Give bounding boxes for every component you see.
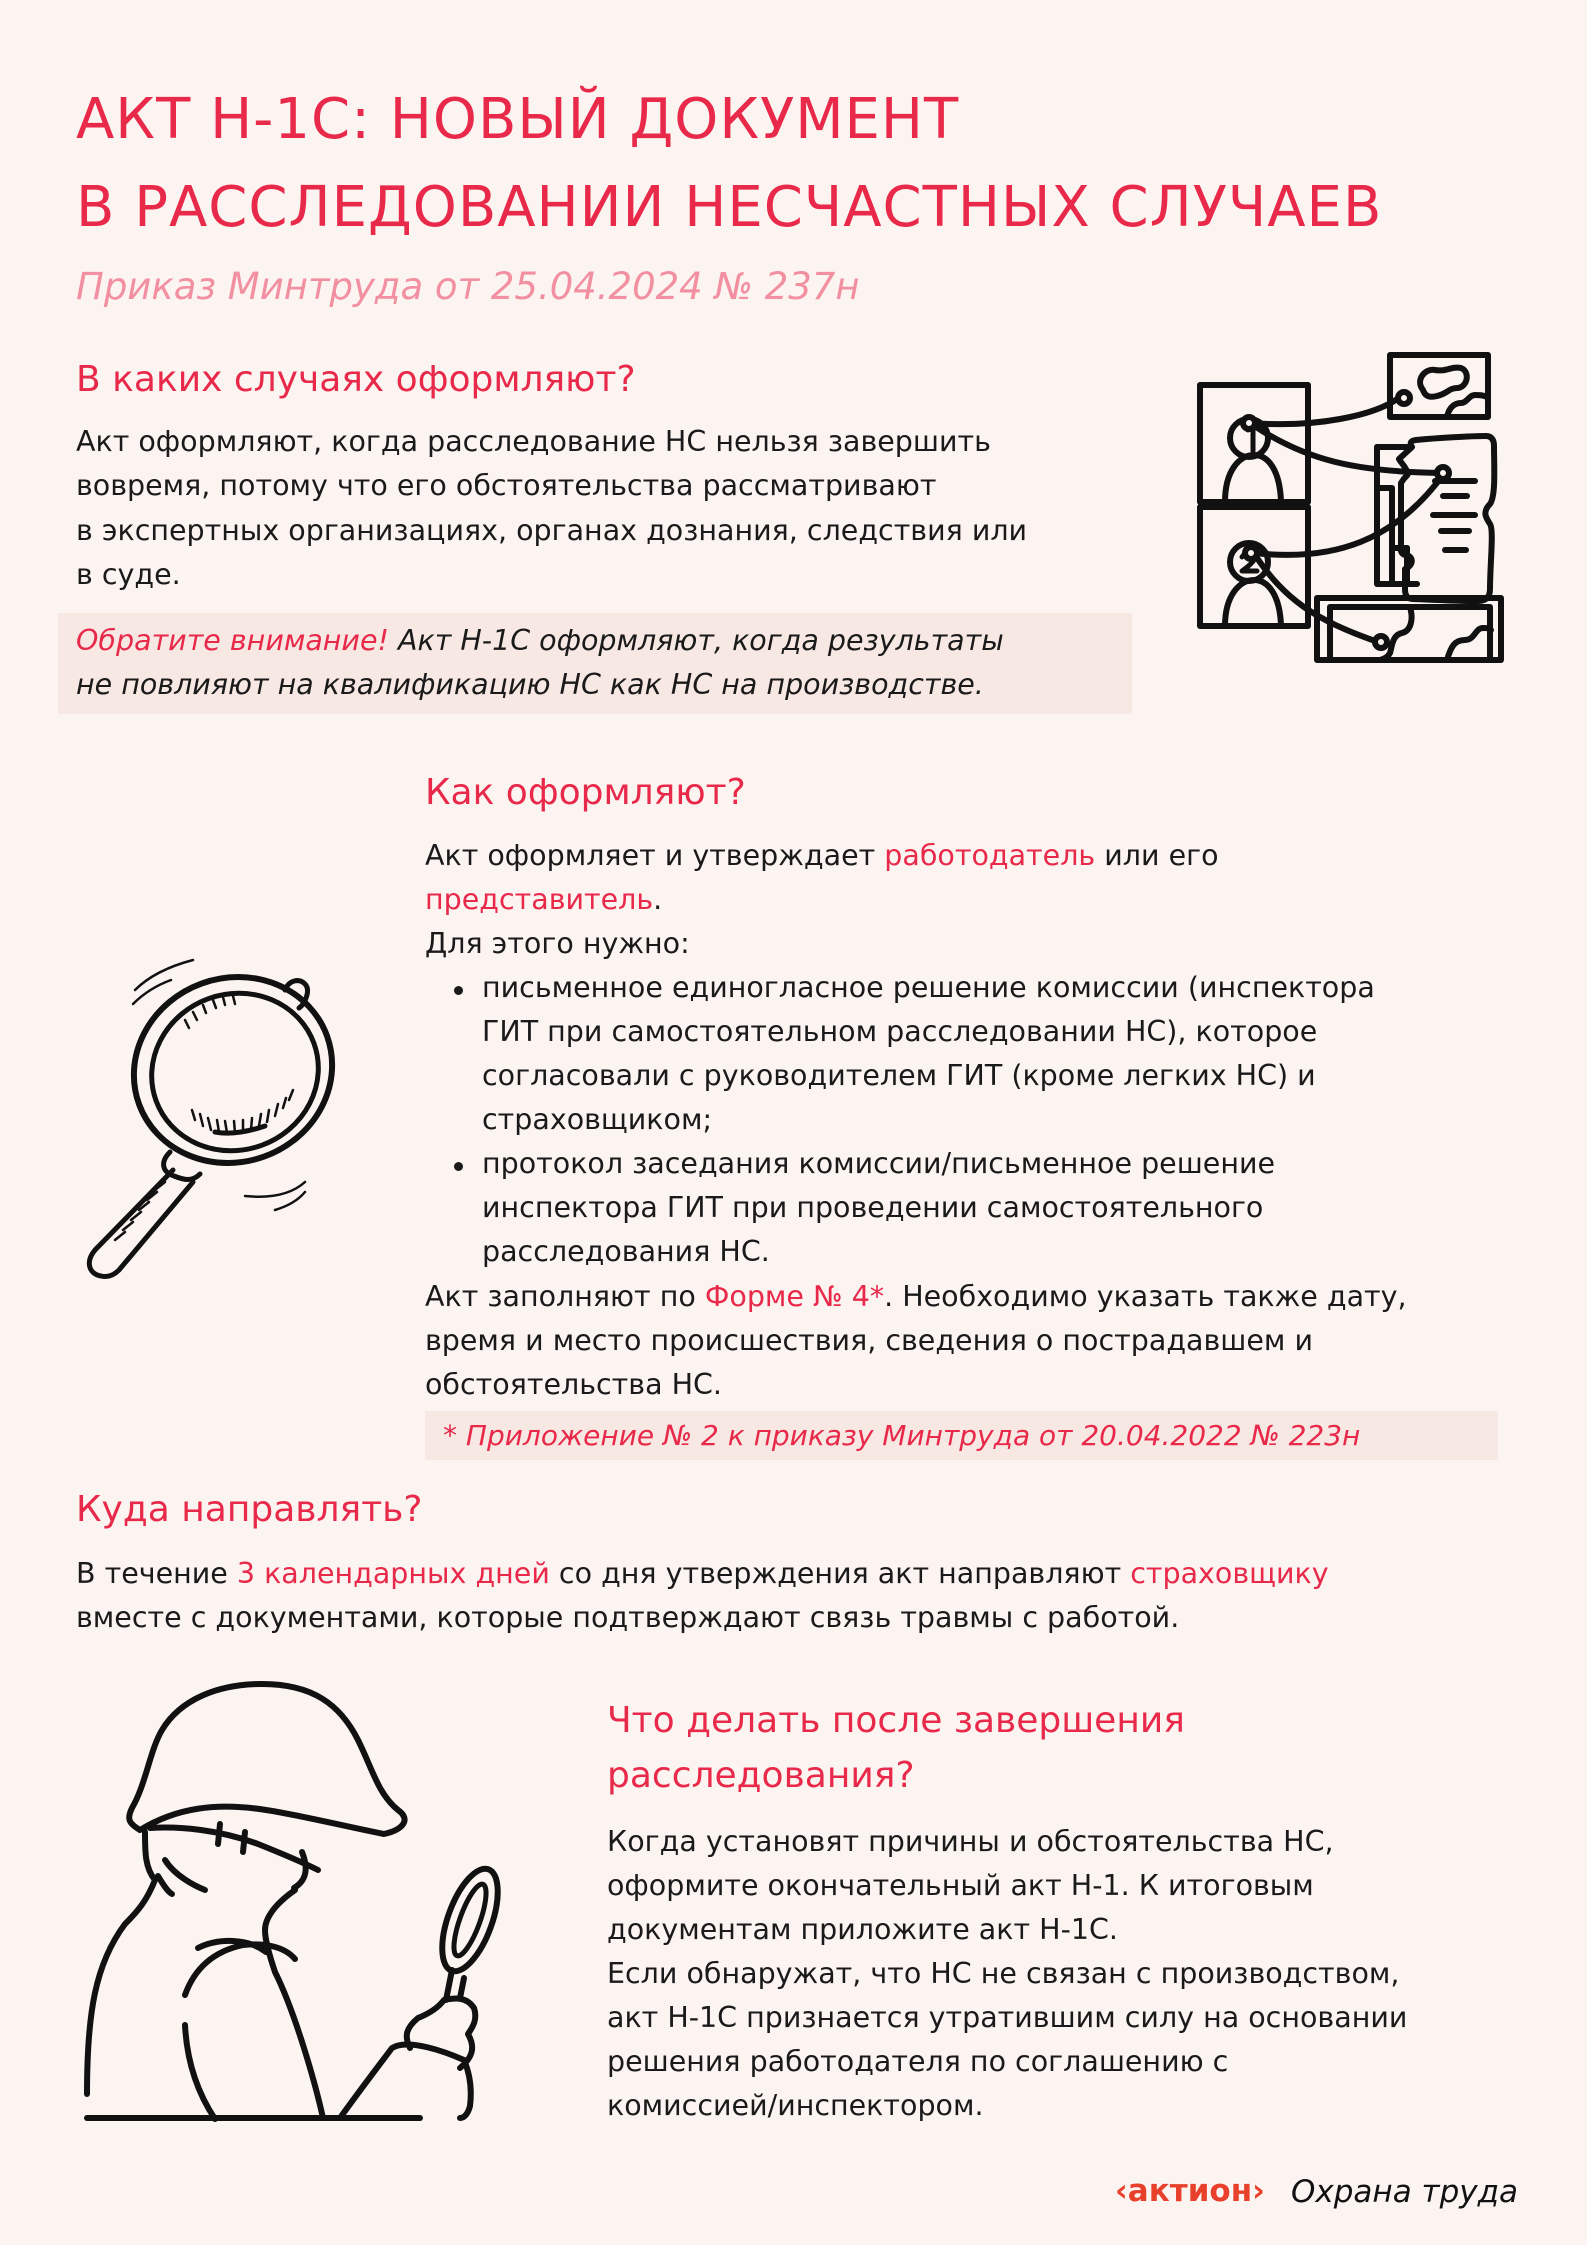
callout-line-2: не повлияют на квалификацию НС как НС на производстве. <box>76 668 984 701</box>
after-line: акт Н-1С признается утратившим силу на основании <box>607 2001 1408 2034</box>
attention-callout <box>58 613 1132 714</box>
where-line-2: вместе с документами, которые подтверждают связь травмы с работой. <box>76 1601 1180 1634</box>
page-subtitle: Приказ Минтруда от 25.04.2024 № 237н <box>76 265 860 308</box>
list-item-line: инспектора ГИТ при проведении самостоятельного <box>482 1191 1264 1224</box>
after-line: оформите окончательный акт Н-1. К итоговым <box>607 1869 1314 1902</box>
callout-label: Обратите внимание! <box>76 624 389 657</box>
employer-highlight: работодатель <box>884 839 1096 872</box>
form-line-3: обстоятельства НС. <box>425 1368 722 1401</box>
form-line-1 <box>425 1280 1407 1313</box>
form-text: . Необходимо указать также дату, <box>884 1280 1407 1313</box>
footnote-box <box>425 1411 1498 1460</box>
cases-line: вовремя, потому что его обстоятельства рассматривают <box>76 469 937 502</box>
bullet-icon <box>454 1162 463 1171</box>
form-4-link[interactable]: Форме № 4* <box>704 1280 885 1313</box>
how-intro-line-1 <box>425 839 1219 872</box>
cases-line: в суде. <box>76 558 181 591</box>
representative-highlight: представитель <box>425 883 654 916</box>
how-intro-text: Акт оформляет и утверждает <box>425 839 885 872</box>
callout-line-1 <box>76 624 1004 657</box>
how-intro-line-2 <box>425 883 663 916</box>
section-heading-how: Как оформляют? <box>425 772 746 813</box>
where-line-1 <box>76 1557 1329 1590</box>
aktion-logo: ‹актион› <box>1115 2173 1265 2209</box>
bullet-icon <box>454 986 463 995</box>
where-text: со дня утверждения акт направляют <box>549 1557 1131 1590</box>
magnifying-glass-icon <box>75 960 335 1280</box>
list-item-line: письменное единогласное решение комиссии (инспектора <box>482 971 1375 1004</box>
section-heading-where: Куда направлять? <box>76 1489 423 1530</box>
list-item-line: расследования НС. <box>482 1235 770 1268</box>
where-text: В течение <box>76 1557 237 1590</box>
page-title-line-2: В РАССЛЕДОВАНИИ НЕСЧАСТНЫХ СЛУЧАЕВ <box>76 175 1383 240</box>
investigation-board-icon <box>1195 350 1515 665</box>
after-line: документам приложите акт Н-1С. <box>607 1913 1118 1946</box>
detective-icon <box>80 1700 500 2120</box>
callout-text-1: Акт Н-1С оформляют, когда результаты <box>388 624 1004 657</box>
deadline-highlight: 3 календарных дней <box>236 1557 550 1590</box>
list-item-line: страховщиком; <box>482 1103 713 1136</box>
cases-line: в экспертных организациях, органах дознания, следствия или <box>76 514 1028 547</box>
product-name: Охрана труда <box>1291 2174 1519 2210</box>
list-item-line: согласовали с руководителем ГИТ (кроме легких НС) и <box>482 1059 1316 1092</box>
form-line-2: время и место происшествия, сведения о пострадавшем и <box>425 1324 1313 1357</box>
section-heading-cases: В каких случаях оформляют? <box>76 359 636 400</box>
after-line: комиссией/инспектором. <box>607 2089 984 2122</box>
form-text: Акт заполняют по <box>425 1280 705 1313</box>
after-line: Если обнаружат, что НС не связан с производством, <box>607 1957 1400 1990</box>
how-intro-text: или его <box>1095 839 1219 872</box>
how-intro-text: . <box>653 883 663 916</box>
after-line: Когда установят причины и обстоятельства НС, <box>607 1825 1334 1858</box>
section-heading-after-line-2: расследования? <box>607 1755 915 1796</box>
after-line: решения работодателя по соглашению с <box>607 2045 1229 2078</box>
insurer-highlight: страховщику <box>1130 1557 1329 1590</box>
section-heading-after-line-1: Что делать после завершения <box>607 1700 1185 1741</box>
page-title-line-1: АКТ Н-1С: НОВЫЙ ДОКУМЕНТ <box>76 87 960 152</box>
cases-line: Акт оформляют, когда расследование НС нельзя завершить <box>76 425 991 458</box>
list-item-line: протокол заседания комиссии/письменное решение <box>482 1147 1276 1180</box>
footnote-text: * Приложение № 2 к приказу Минтруда от 20.04.2022 № 223н <box>443 1419 1361 1452</box>
list-item-line: ГИТ при самостоятельном расследовании НС), которое <box>482 1015 1318 1048</box>
how-need-label: Для этого нужно: <box>425 927 690 960</box>
